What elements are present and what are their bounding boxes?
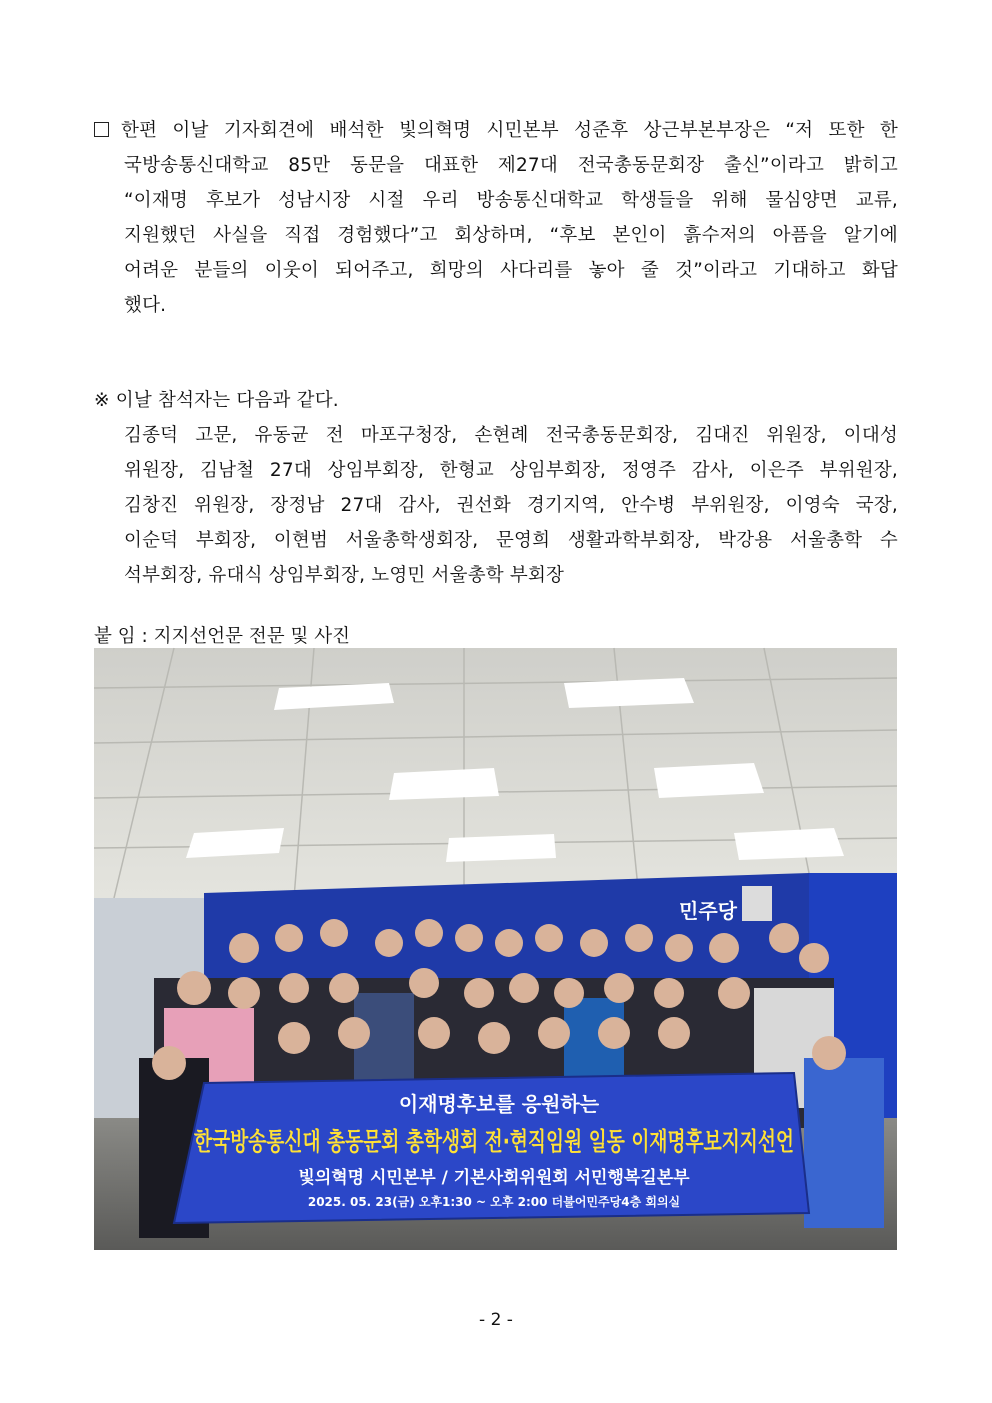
paragraph-line: “이재명 후보가 성남시장 시절 우리 방송통신대학교 학생들을 위해 물심양면 교류, <box>124 190 898 211</box>
paragraph-line: 어려운 분들의 이웃이 되어주고, 희망의 사다리를 놓아 줄 것”이라고 기대하고 화답 <box>124 260 898 281</box>
attachment-label: 붙 임 : 지지선언문 전문 및 사진 <box>94 626 350 647</box>
paragraph-line: 김종덕 고문, 유동균 전 마포구청장, 손현례 전국총동문회장, 김대진 위원장, 이대성 <box>124 425 898 446</box>
paragraph-attendees <box>94 383 898 593</box>
banner-date-venue: 2025. 05. 23(금) 오후1:30 ~ 오후 2:00 더불어민주당4층 회의실 <box>307 1195 681 1209</box>
group-photo <box>94 648 897 1250</box>
wall-logo: 민주당 <box>679 899 737 923</box>
paragraph-line: 위원장, 김남철 27대 상임부회장, 한형교 상임부회장, 정영주 감사, 이은주 부위원장, <box>124 460 898 481</box>
paragraph-line: 김창진 위원장, 장정남 27대 감사, 권선화 경기지역, 안수병 부위원장, 이영숙 국장, <box>124 495 898 516</box>
ceiling <box>94 648 897 898</box>
paragraph-line: 했다. <box>124 295 167 316</box>
paragraph-line: 한편 이날 기자회견에 배석한 빛의혁명 시민본부 성준후 상근부본부장은 “저 또한 한 <box>94 113 898 148</box>
banner-organizers: 빛의혁명 시민본부 / 기본사회위원회 서민행복길본부 <box>298 1168 690 1188</box>
banner-subtitle: 이재명후보를 응원하는 <box>398 1092 600 1116</box>
page-number: - 2 - <box>479 1310 513 1330</box>
paragraph-line: 국방송통신대학교 85만 동문을 대표한 제27대 전국총동문회장 출신”이라고 밝히고 <box>124 155 898 176</box>
checkbox-bullet-icon <box>94 122 109 137</box>
paragraph-line: ※ 이날 참석자는 다음과 같다. <box>94 390 339 411</box>
banner-title: 한국방송통신대 총동문회 총학생회 전·현직임원 일동 이재명후보지지선언 <box>194 1127 794 1156</box>
paragraph-comment <box>94 113 898 323</box>
paragraph-line: 지원했던 사실을 직접 경험했다”고 회상하며, “후보 본인이 흙수저의 아픔을 알기에 <box>124 225 898 246</box>
paragraph-line: 석부회장, 유대식 상임부회장, 노영민 서울총학 부회장 <box>124 565 565 586</box>
paragraph-line: 이순덕 부회장, 이현범 서울총학생회장, 문영희 생활과학부회장, 박강용 서울총학 수 <box>124 530 898 551</box>
wall-speaker <box>742 886 772 921</box>
